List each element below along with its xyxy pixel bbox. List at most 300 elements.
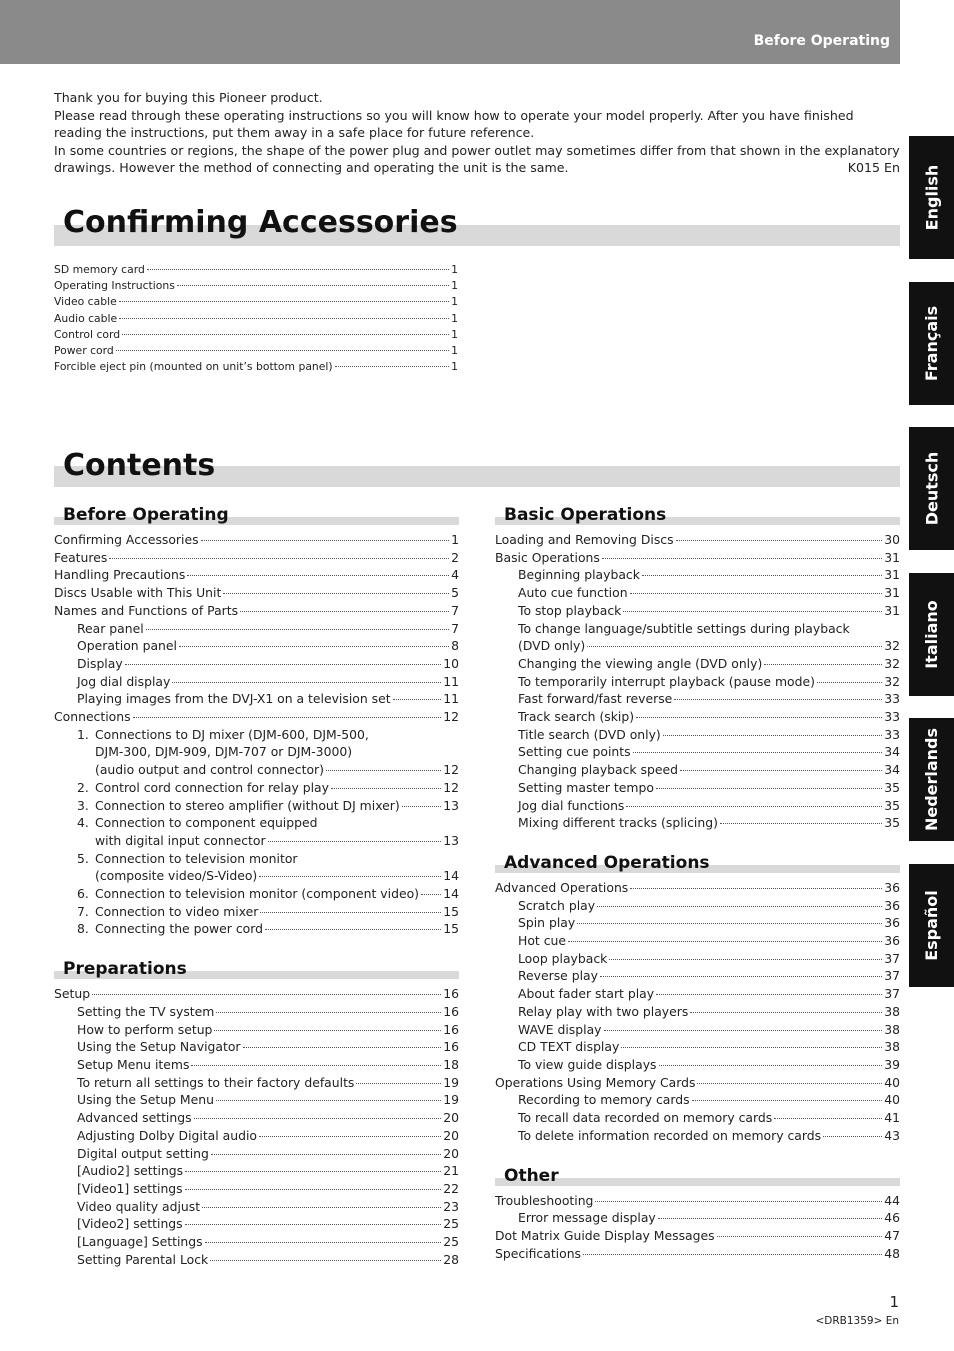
toc-entry-page: 35 xyxy=(884,815,900,831)
section-heading xyxy=(495,503,900,525)
dot-leader xyxy=(119,301,449,302)
toc-entry-page: 31 xyxy=(884,549,900,565)
item-label: Power cord xyxy=(54,344,114,358)
section-heading xyxy=(495,1164,900,1186)
toc-entry-page: 25 xyxy=(443,1234,459,1250)
dot-leader xyxy=(185,1189,442,1190)
tab-label: Français xyxy=(922,305,941,382)
toc-entry-label: Connection to stereo amplifier (without DJ mixer) xyxy=(95,797,400,813)
toc-entry-label: Control cord connection for relay play xyxy=(95,779,329,795)
section-heading xyxy=(54,957,459,979)
dot-leader xyxy=(717,1236,883,1237)
tab-label: Deutsch xyxy=(922,451,942,526)
toc-entry-label: Error message display xyxy=(518,1210,656,1226)
toc-entry-page: 12 xyxy=(443,779,459,795)
dot-leader xyxy=(621,1047,882,1048)
toc-entry[interactable] xyxy=(54,549,459,567)
dot-leader xyxy=(720,823,882,824)
dot-leader xyxy=(243,1047,442,1048)
toc-entry-page: 37 xyxy=(884,986,900,1002)
toc-entry-page: 35 xyxy=(884,797,900,813)
dot-leader xyxy=(626,806,882,807)
toc-entry-page: 18 xyxy=(443,1056,459,1072)
dot-leader xyxy=(604,1030,883,1031)
dot-leader xyxy=(268,841,442,842)
dot-leader xyxy=(202,1207,441,1208)
toc-section-other xyxy=(495,1164,900,1263)
dot-leader xyxy=(421,894,441,895)
dot-leader xyxy=(663,735,882,736)
toc-entry[interactable] xyxy=(54,1180,459,1198)
toc-entry-label: Basic Operations xyxy=(495,549,600,565)
toc-entry-page: 46 xyxy=(884,1210,900,1226)
toc-entry[interactable] xyxy=(54,566,459,584)
toc-entry[interactable] xyxy=(54,620,459,638)
toc-entry-page: 7 xyxy=(451,602,459,618)
toc-entry-page: 15 xyxy=(443,903,459,919)
toc-entry[interactable] xyxy=(54,1251,459,1269)
toc-entry-page: 35 xyxy=(884,779,900,795)
dot-leader xyxy=(587,646,882,647)
dot-leader xyxy=(817,682,882,683)
toc-entry[interactable] xyxy=(495,620,900,655)
toc-entry-label: Auto cue function xyxy=(518,585,628,601)
toc-entry[interactable] xyxy=(495,814,900,832)
list-item xyxy=(54,343,458,359)
toc-entry[interactable] xyxy=(54,1198,459,1216)
toc-entry[interactable] xyxy=(495,673,900,691)
toc-entry[interactable] xyxy=(495,1021,900,1039)
dot-leader xyxy=(764,664,882,665)
toc-entry[interactable] xyxy=(54,1074,459,1092)
intro-line: Please read through these operating instructions so you will know how to operate your model properly. After you have finished reading the instructions, put them away in a safe place for future reference. xyxy=(54,107,854,141)
toc-entry[interactable] xyxy=(495,797,900,815)
toc-list xyxy=(495,531,900,832)
toc-entry[interactable] xyxy=(495,1209,900,1227)
dot-leader xyxy=(356,1083,441,1084)
section-title: Preparations xyxy=(63,959,187,980)
dot-leader xyxy=(602,558,882,559)
contents-right-column xyxy=(495,503,900,1281)
dot-leader xyxy=(185,1224,442,1225)
toc-entry-page: 36 xyxy=(884,915,900,931)
toc-entry[interactable] xyxy=(54,779,459,797)
section-title: Basic Operations xyxy=(504,505,667,525)
list-item xyxy=(54,359,458,375)
toc-entry[interactable] xyxy=(495,1192,900,1210)
dot-leader xyxy=(205,1242,442,1243)
toc-entry[interactable] xyxy=(495,602,900,620)
toc-entry-page: 12 xyxy=(443,709,459,725)
toc-entry-page: 40 xyxy=(884,1074,900,1090)
toc-entry-label: Connections to DJ mixer (DJM-600, DJM-500, xyxy=(95,726,369,742)
toc-entry[interactable] xyxy=(495,1109,900,1127)
toc-entry[interactable] xyxy=(54,1127,459,1145)
toc-entry-page: 32 xyxy=(884,655,900,671)
toc-entry[interactable] xyxy=(495,779,900,797)
toc-entry[interactable] xyxy=(54,726,459,779)
intro-line-text: In some countries or regions, the shape of the power plug and power outlet may sometimes differ from that shown in the explanatory drawings. However the method of connecting and operating the unit is the same. xyxy=(54,142,900,176)
toc-entry[interactable] xyxy=(495,897,900,915)
toc-entry[interactable] xyxy=(495,1091,900,1109)
dot-leader xyxy=(393,699,442,700)
dot-leader xyxy=(185,1171,441,1172)
dot-leader xyxy=(642,575,882,576)
toc-entry-label: Setting Parental Lock xyxy=(77,1251,209,1267)
toc-entry[interactable] xyxy=(54,1021,459,1039)
toc-entry-label: Connection to component equipped xyxy=(95,815,318,831)
list-item xyxy=(54,327,458,343)
section-title: Advanced Operations xyxy=(504,852,710,873)
tab-label: Español xyxy=(922,890,942,961)
toc-entry[interactable] xyxy=(54,1233,459,1251)
toc-entry[interactable] xyxy=(495,1003,900,1021)
toc-entry-page: 10 xyxy=(443,655,459,671)
toc-entry-page: 12 xyxy=(443,762,459,778)
dot-leader xyxy=(659,1065,883,1066)
toc-entry-page: 21 xyxy=(443,1163,459,1179)
dot-leader xyxy=(597,906,882,907)
toc-entry[interactable] xyxy=(495,743,900,761)
toc-entry-page: 31 xyxy=(884,585,900,601)
toc-entry-label: Using the Setup Navigator xyxy=(77,1039,241,1055)
toc-entry[interactable] xyxy=(54,655,459,673)
toc-entry-page: 43 xyxy=(884,1127,900,1143)
toc-entry-label: Advanced Operations xyxy=(495,879,629,895)
contents-title: Contents xyxy=(63,448,216,483)
toc-entry[interactable] xyxy=(54,985,459,1003)
toc-entry-label: Track search (skip) xyxy=(518,709,635,725)
item-page: 1 xyxy=(451,279,458,293)
toc-entry-page: 11 xyxy=(443,691,459,707)
toc-entry-page: 36 xyxy=(884,897,900,913)
toc-entry-page: 20 xyxy=(443,1145,459,1161)
toc-entry-label: Digital output setting xyxy=(77,1145,209,1161)
toc-list xyxy=(54,531,459,938)
intro-code: K015 En xyxy=(847,160,900,176)
dot-leader xyxy=(109,558,449,559)
dot-leader xyxy=(187,575,449,576)
toc-entry[interactable] xyxy=(54,885,459,903)
intro-line xyxy=(54,142,900,177)
toc-entry-label: Specifications xyxy=(495,1245,582,1261)
toc-entry-label: Names and Functions of Parts xyxy=(54,602,239,618)
toc-entry-label: Relay play with two players xyxy=(518,1003,689,1019)
toc-entry-page: 36 xyxy=(884,879,900,895)
toc-entry-page: 30 xyxy=(884,532,900,547)
tab-label: Nederlands xyxy=(922,727,941,832)
dot-leader xyxy=(216,1100,441,1101)
item-label: SD memory card xyxy=(54,263,145,276)
toc-entry-label: Title search (DVD only) xyxy=(518,726,661,742)
toc-entry[interactable] xyxy=(495,655,900,673)
dot-leader xyxy=(674,699,882,700)
toc-entry-label: Connection to television monitor (component video) xyxy=(95,886,419,902)
toc-entry[interactable] xyxy=(495,932,900,950)
toc-entry-number: 7. xyxy=(77,903,89,919)
toc-entry-label: To change language/subtitle settings during playback xyxy=(518,620,850,636)
item-page: 1 xyxy=(451,263,458,276)
dot-leader xyxy=(259,1136,441,1137)
toc-entry-label: Jog dial functions xyxy=(518,797,625,813)
toc-entry-label: Connection to video mixer xyxy=(95,903,259,919)
toc-entry[interactable] xyxy=(495,761,900,779)
toc-entry-number: 4. xyxy=(77,815,89,831)
toc-entry-page: 15 xyxy=(443,921,459,937)
toc-entry[interactable] xyxy=(54,920,459,938)
toc-entry-label: (DVD only) xyxy=(518,638,586,654)
toc-entry[interactable] xyxy=(54,584,459,602)
dot-leader xyxy=(116,350,449,351)
toc-entry[interactable] xyxy=(495,985,900,1003)
toc-entry-page: 47 xyxy=(884,1227,900,1243)
item-label: Forcible eject pin (mounted on unit’s bottom panel) xyxy=(54,360,333,374)
dot-leader xyxy=(697,1083,882,1084)
toc-entry-label: About fader start play xyxy=(518,986,655,1002)
toc-section-advanced-operations xyxy=(495,851,900,1145)
dot-leader xyxy=(201,540,450,541)
toc-entry-page: 20 xyxy=(443,1110,459,1126)
toc-entry-page: 32 xyxy=(884,673,900,689)
toc-entry-page: 28 xyxy=(443,1251,459,1267)
toc-entry-page: 48 xyxy=(884,1245,900,1261)
item-page: 1 xyxy=(451,327,458,341)
dot-leader xyxy=(92,994,441,995)
dot-leader xyxy=(194,1118,442,1119)
toc-entry-label: Fast forward/fast reverse xyxy=(518,691,673,707)
toc-entry[interactable] xyxy=(54,797,459,815)
list-item xyxy=(54,311,458,327)
toc-entry[interactable] xyxy=(495,708,900,726)
toc-entry-page: 19 xyxy=(443,1074,459,1090)
toc-entry[interactable] xyxy=(54,708,459,726)
toc-entry-label: Video quality adjust xyxy=(77,1198,201,1214)
toc-entry[interactable] xyxy=(495,950,900,968)
toc-entry-label: Beginning playback xyxy=(518,567,640,583)
dot-leader xyxy=(179,646,449,647)
toc-entry[interactable] xyxy=(495,914,900,932)
page-header xyxy=(0,0,900,64)
toc-entry-page: 19 xyxy=(443,1092,459,1108)
toc-entry-label: How to perform setup xyxy=(77,1021,213,1037)
section-heading xyxy=(495,851,900,873)
toc-entry[interactable] xyxy=(54,531,459,549)
tab-label: English xyxy=(922,164,941,231)
toc-list xyxy=(495,879,900,1145)
toc-entry-label: Operation panel xyxy=(77,638,177,654)
toc-entry[interactable] xyxy=(495,879,900,897)
toc-entry-label: Mixing different tracks (splicing) xyxy=(518,815,718,831)
toc-entry[interactable] xyxy=(54,637,459,655)
tab-espanol[interactable] xyxy=(909,864,954,987)
toc-entry-page: 33 xyxy=(884,726,900,742)
item-label: Video cable xyxy=(54,295,117,309)
toc-entry-label: Hot cue xyxy=(518,933,566,949)
toc-entry[interactable] xyxy=(495,726,900,744)
list-item xyxy=(54,278,458,294)
toc-entry[interactable] xyxy=(54,1162,459,1180)
toc-entry-page: 2 xyxy=(451,549,459,565)
toc-entry[interactable] xyxy=(54,1145,459,1163)
toc-entry[interactable] xyxy=(54,1109,459,1127)
toc-entry-label: To delete information recorded on memory cards xyxy=(518,1127,822,1143)
dot-leader xyxy=(774,1118,882,1119)
tab-english[interactable] xyxy=(909,136,954,259)
toc-entry[interactable] xyxy=(495,690,900,708)
toc-entry-label: To temporarily interrupt playback (pause mode) xyxy=(518,673,815,689)
toc-entry-label: Connecting the power cord xyxy=(95,921,263,937)
dot-leader xyxy=(223,593,449,594)
toc-entry[interactable] xyxy=(54,1215,459,1233)
toc-entry-label: Display xyxy=(77,655,123,671)
dot-leader xyxy=(623,611,882,612)
accessories-title: Confirming Accessories xyxy=(63,205,458,240)
toc-entry[interactable] xyxy=(54,690,459,708)
toc-entry[interactable] xyxy=(495,967,900,985)
toc-entry[interactable] xyxy=(495,1127,900,1145)
toc-section-preparations xyxy=(54,957,459,1268)
toc-entry-page: 5 xyxy=(451,585,459,601)
toc-entry[interactable] xyxy=(495,1227,900,1245)
item-label: Operating Instructions xyxy=(54,279,175,293)
toc-entry-label: (audio output and control connector) xyxy=(95,762,324,778)
toc-entry-label: [Video1] settings xyxy=(77,1180,183,1196)
toc-entry-page: 32 xyxy=(884,638,900,654)
dot-leader xyxy=(211,1154,441,1155)
contents-left-column xyxy=(54,503,459,1287)
toc-list xyxy=(54,985,459,1268)
toc-entry-page: 31 xyxy=(884,602,900,618)
toc-entry-page: 38 xyxy=(884,1003,900,1019)
item-label: Control cord xyxy=(54,327,121,341)
dot-leader xyxy=(125,664,442,665)
toc-entry[interactable] xyxy=(54,1056,459,1074)
toc-entry-page: 34 xyxy=(884,744,900,760)
toc-entry-label: [Audio2] settings xyxy=(77,1163,184,1179)
toc-entry-page: 23 xyxy=(443,1198,459,1214)
toc-entry-page: 40 xyxy=(884,1092,900,1108)
toc-entry-label: Loop playback xyxy=(518,950,608,966)
toc-entry-label: with digital input connector xyxy=(95,832,266,848)
toc-entry-label: Setup xyxy=(54,986,91,1002)
toc-entry[interactable] xyxy=(495,566,900,584)
toc-entry[interactable] xyxy=(54,673,459,691)
toc-entry-label: Spin play xyxy=(518,915,576,931)
toc-entry[interactable] xyxy=(495,549,900,567)
dot-leader xyxy=(214,1030,441,1031)
toc-entry[interactable] xyxy=(54,850,459,885)
toc-entry-page: 37 xyxy=(884,968,900,984)
toc-entry-label: Adjusting Dolby Digital audio xyxy=(77,1127,257,1143)
toc-entry-page: 25 xyxy=(443,1216,459,1232)
toc-entry[interactable] xyxy=(495,531,900,549)
dot-leader xyxy=(600,976,882,977)
tab-deutsch[interactable] xyxy=(909,427,954,550)
toc-entry-label: Playing images from the DVJ-X1 on a television set xyxy=(77,691,391,707)
toc-entry-label: To view guide displays xyxy=(518,1056,657,1072)
section-title: Before Operating xyxy=(63,505,229,525)
toc-entry-label: Setup Menu items xyxy=(77,1056,190,1072)
intro-line: Thank you for buying this Pioneer product. xyxy=(54,90,323,105)
intro-text xyxy=(54,89,900,177)
dot-leader xyxy=(636,717,882,718)
toc-entry-label: CD TEXT display xyxy=(518,1039,620,1055)
tab-italiano[interactable] xyxy=(909,573,954,696)
toc-entry[interactable] xyxy=(495,1245,900,1263)
toc-entry-label: Recording to memory cards xyxy=(518,1092,690,1108)
toc-entry-label: Connection to television monitor xyxy=(95,850,298,866)
document-code: <DRB1359> En xyxy=(815,1315,899,1327)
section-title: Other xyxy=(504,1165,559,1186)
dot-leader xyxy=(240,611,449,612)
toc-entry-label: Reverse play xyxy=(518,968,598,984)
dot-leader xyxy=(630,888,882,889)
toc-entry[interactable] xyxy=(54,1003,459,1021)
dot-leader xyxy=(260,912,441,913)
toc-entry-page: 14 xyxy=(443,868,459,884)
dot-leader xyxy=(568,941,882,942)
toc-entry[interactable] xyxy=(495,1056,900,1074)
toc-entry-page: 39 xyxy=(884,1056,900,1072)
tab-francais[interactable] xyxy=(909,282,954,405)
toc-entry[interactable] xyxy=(54,1091,459,1109)
item-page: 1 xyxy=(451,311,458,325)
dot-leader xyxy=(210,1260,441,1261)
toc-entry[interactable] xyxy=(495,584,900,602)
toc-entry-label: Confirming Accessories xyxy=(54,532,199,547)
toc-entry-page: 38 xyxy=(884,1039,900,1055)
toc-entry-label: [Language] Settings xyxy=(77,1234,203,1250)
dot-leader xyxy=(690,1012,882,1013)
dot-leader xyxy=(133,717,442,718)
toc-entry-label: Setting cue points xyxy=(518,744,631,760)
dot-leader xyxy=(259,876,441,877)
dot-leader xyxy=(633,752,883,753)
toc-entry-label: Changing the viewing angle (DVD only) xyxy=(518,655,763,671)
item-label: Audio cable xyxy=(54,311,118,325)
toc-entry[interactable] xyxy=(54,602,459,620)
dot-leader xyxy=(823,1136,882,1137)
toc-entry-page: 8 xyxy=(451,638,459,654)
toc-entry-page: 37 xyxy=(884,950,900,966)
item-page: 1 xyxy=(451,360,458,374)
toc-entry-page: 1 xyxy=(451,532,459,547)
dot-leader xyxy=(583,1254,882,1255)
toc-entry[interactable] xyxy=(495,1074,900,1092)
toc-entry-label: Handling Precautions xyxy=(54,567,186,583)
toc-entry-label: Troubleshooting xyxy=(495,1192,594,1208)
dot-leader xyxy=(216,1012,441,1013)
header-section-title: Before Operating xyxy=(753,33,890,49)
toc-entry[interactable] xyxy=(54,903,459,921)
toc-entry[interactable] xyxy=(54,1038,459,1056)
toc-entry-page: 16 xyxy=(443,1003,459,1019)
toc-entry[interactable] xyxy=(495,1038,900,1056)
dot-leader xyxy=(595,1201,882,1202)
dot-leader xyxy=(265,929,441,930)
dot-leader xyxy=(119,318,449,319)
toc-entry[interactable] xyxy=(54,814,459,849)
tab-nederlands[interactable] xyxy=(909,718,954,841)
toc-entry-page: 4 xyxy=(451,567,459,583)
list-item xyxy=(54,262,458,278)
page-number: 1 xyxy=(889,1293,899,1311)
toc-entry-label: Dot Matrix Guide Display Messages xyxy=(495,1227,715,1243)
toc-entry-label: [Video2] settings xyxy=(77,1216,183,1232)
dot-leader xyxy=(656,994,882,995)
dot-leader xyxy=(577,923,882,924)
contents-heading xyxy=(54,448,900,490)
